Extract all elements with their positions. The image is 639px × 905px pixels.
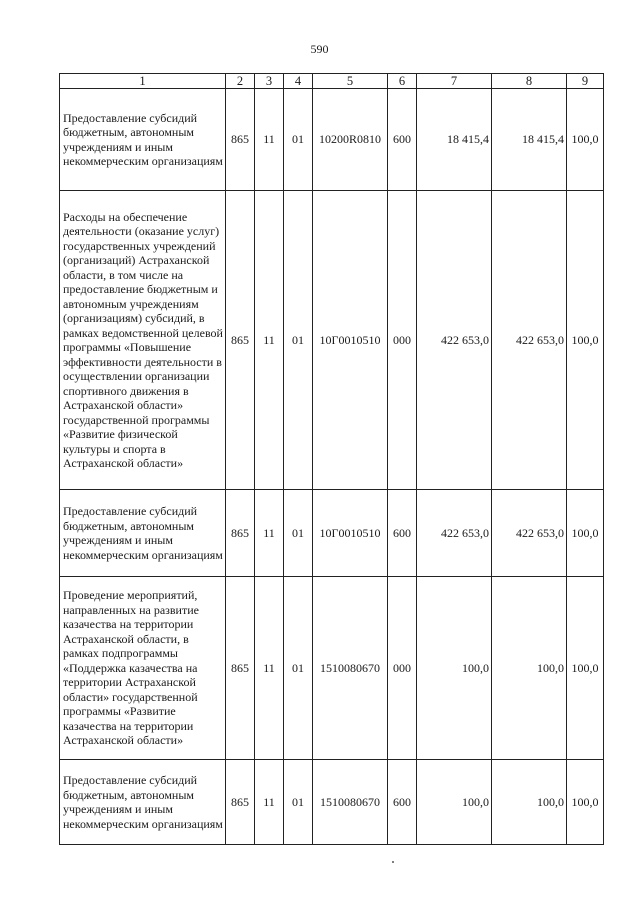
column-header: 8 [492, 74, 567, 89]
row-subsection: 01 [284, 490, 313, 577]
column-header: 3 [255, 74, 284, 89]
budget-table [59, 73, 604, 845]
row-planned-amount: 422 653,0 [417, 490, 492, 577]
row-target-code: 1510080670 [313, 760, 388, 845]
row-executed-amount: 100,0 [492, 760, 567, 845]
table-row [60, 490, 604, 577]
row-ministry-code: 865 [226, 577, 255, 760]
row-section: 11 [255, 577, 284, 760]
row-ministry-code: 865 [226, 760, 255, 845]
table-row [60, 191, 604, 490]
scan-mark [392, 861, 394, 863]
row-target-code: 1510080670 [313, 577, 388, 760]
row-description: Предоставление субсидий бюджетным, автономным учреждениям и иным некоммерческим организациям [60, 490, 226, 577]
row-subsection: 01 [284, 577, 313, 760]
page-number: 590 [310, 42, 329, 56]
row-executed-amount: 18 415,4 [492, 89, 567, 191]
row-subsection: 01 [284, 89, 313, 191]
row-section: 11 [255, 89, 284, 191]
row-planned-amount: 100,0 [417, 577, 492, 760]
row-expense-type: 000 [388, 191, 417, 490]
row-planned-amount: 422 653,0 [417, 191, 492, 490]
table-row [60, 760, 604, 845]
column-header: 1 [60, 74, 226, 89]
row-planned-amount: 100,0 [417, 760, 492, 845]
row-section: 11 [255, 490, 284, 577]
row-subsection: 01 [284, 191, 313, 490]
row-percent: 100,0 [567, 191, 604, 490]
column-header: 9 [567, 74, 604, 89]
row-percent: 100,0 [567, 577, 604, 760]
row-description: Предоставление субсидий бюджетным, автономным учреждениям и иным некоммерческим организациям [60, 760, 226, 845]
column-header: 2 [226, 74, 255, 89]
row-executed-amount: 422 653,0 [492, 191, 567, 490]
row-section: 11 [255, 760, 284, 845]
column-header: 4 [284, 74, 313, 89]
row-expense-type: 600 [388, 760, 417, 845]
row-ministry-code: 865 [226, 89, 255, 191]
row-target-code: 10Г0010510 [313, 490, 388, 577]
row-expense-type: 000 [388, 577, 417, 760]
row-percent: 100,0 [567, 490, 604, 577]
row-percent: 100,0 [567, 89, 604, 191]
column-header: 7 [417, 74, 492, 89]
row-section: 11 [255, 191, 284, 490]
table-row [60, 89, 604, 191]
row-description: Расходы на обеспечение деятельности (оказание услуг) государственных учреждений (организаций) Астраханской области, в том числе на предоставление бюджетным и автономным учреждениям (организациям) субсидий, в рамках ведомственной целевой программы «Повышение эффективности деятельности в осуществлении организации спортивного движения в Астраханской области» государственной программы «Развитие физической культуры и спорта в Астраханской области» [60, 191, 226, 490]
row-percent: 100,0 [567, 760, 604, 845]
row-expense-type: 600 [388, 490, 417, 577]
row-target-code: 10200R0810 [313, 89, 388, 191]
row-subsection: 01 [284, 760, 313, 845]
row-ministry-code: 865 [226, 490, 255, 577]
table-row [60, 577, 604, 760]
row-executed-amount: 422 653,0 [492, 490, 567, 577]
row-description: Предоставление субсидий бюджетным, автономным учреждениям и иным некоммерческим организациям [60, 89, 226, 191]
row-description: Проведение мероприятий, направленных на развитие казачества на территории Астраханской области, в рамках подпрограммы «Поддержка казачества на территории Астраханской области» государственной программы «Развитие казачества на территории Астраханской области» [60, 577, 226, 760]
row-ministry-code: 865 [226, 191, 255, 490]
row-planned-amount: 18 415,4 [417, 89, 492, 191]
row-executed-amount: 100,0 [492, 577, 567, 760]
column-header: 5 [313, 74, 388, 89]
table-header-row [60, 74, 604, 89]
row-target-code: 10Г0010510 [313, 191, 388, 490]
row-expense-type: 600 [388, 89, 417, 191]
column-header: 6 [388, 74, 417, 89]
